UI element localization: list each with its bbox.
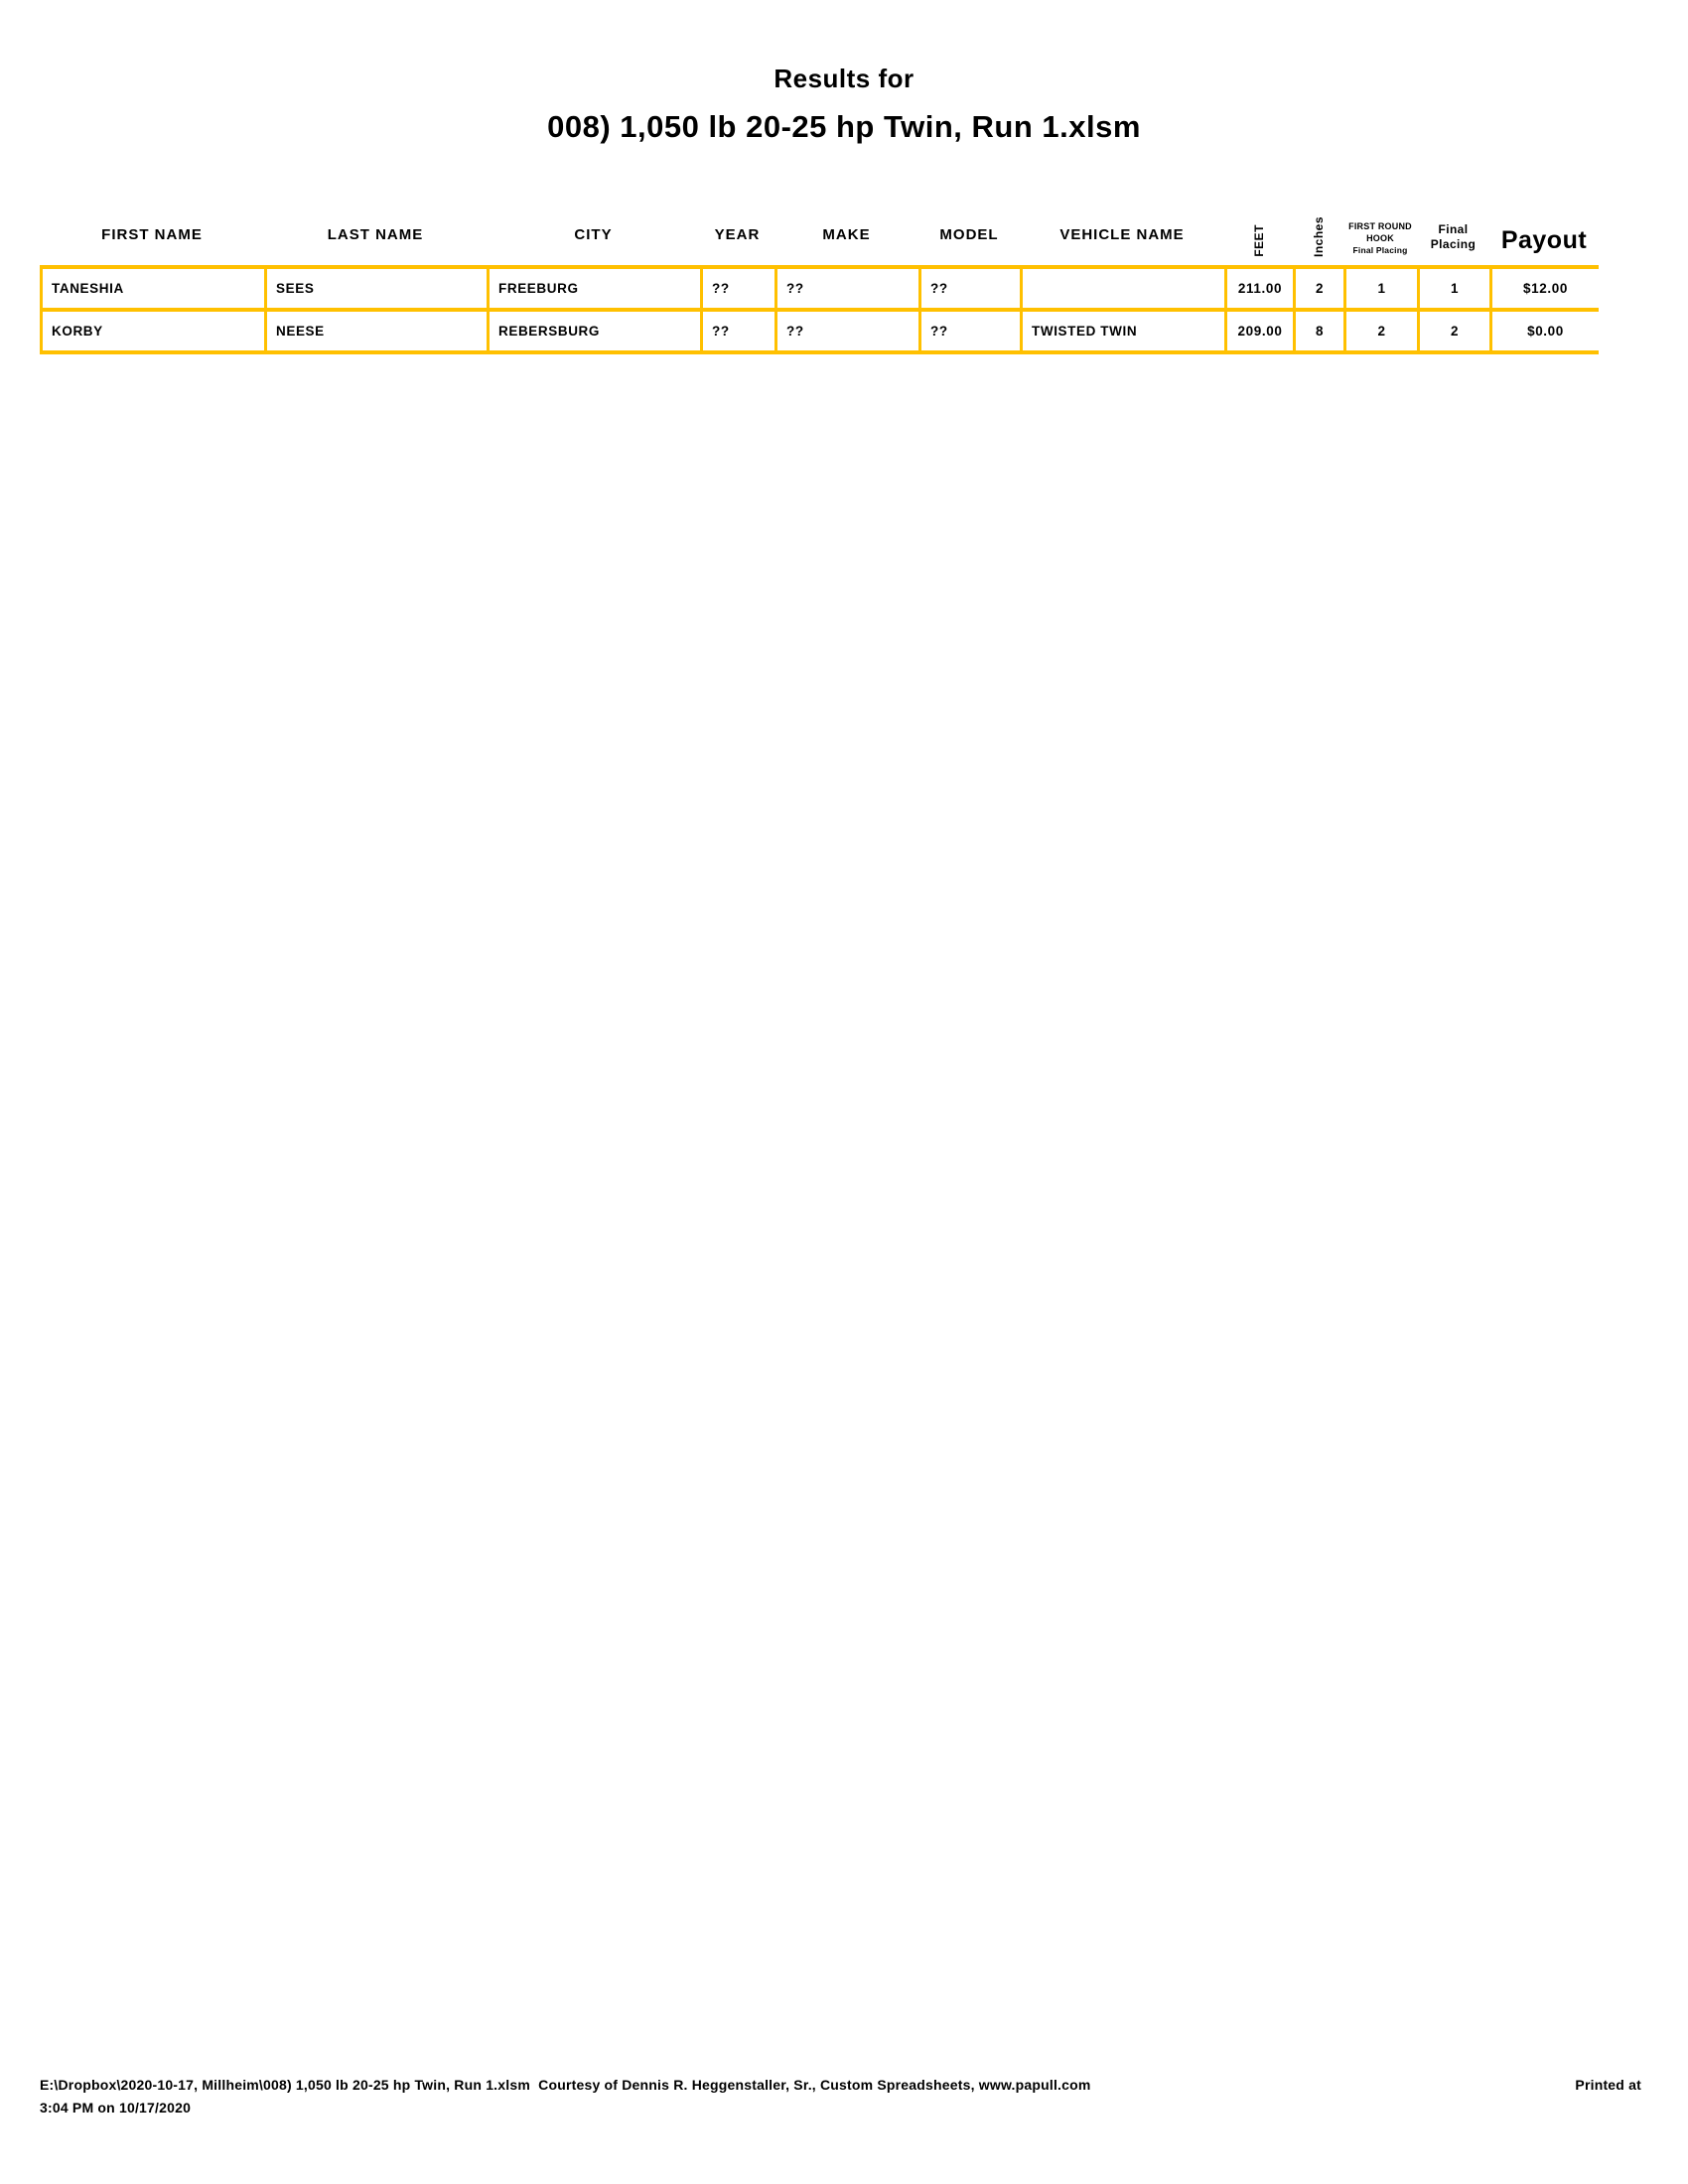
table-row xyxy=(40,312,1599,354)
header-payout: Payout xyxy=(1500,226,1588,254)
results-table xyxy=(40,194,1599,354)
header-feet xyxy=(1224,224,1293,265)
header-year: YEAR xyxy=(714,226,761,243)
header-final-line1: Final xyxy=(1438,221,1469,236)
cell-payout: $12.00 xyxy=(1489,269,1599,308)
footer-file-path: E:\Dropbox\2020-10-17, Millheim\008) 1,050 lb 20-25 hp Twin, Run 1.xlsm Courtesy of Dennis R. Heggenstaller, Sr., Custom Spreadsheets, www.papull.com xyxy=(40,2077,1091,2093)
cell-hook-placing: 2 xyxy=(1343,312,1417,350)
cell-last-name: NEESE xyxy=(264,312,487,350)
header-final-placing xyxy=(1417,222,1489,265)
table-row xyxy=(40,269,1599,312)
cell-first-name: KORBY xyxy=(40,312,264,350)
header-inches-label: Inches xyxy=(1311,215,1326,257)
cell-first-name: TANESHIA xyxy=(40,269,264,308)
header-city: CITY xyxy=(574,226,613,243)
cell-final-placing: 1 xyxy=(1417,269,1489,308)
table-body xyxy=(40,265,1599,354)
header-make: MAKE xyxy=(822,226,871,243)
header-first-round-hook xyxy=(1343,220,1417,265)
cell-city: FREEBURG xyxy=(487,269,700,308)
table-header-row xyxy=(40,194,1599,265)
page-title-line1: Results for xyxy=(774,64,914,93)
cell-last-name: SEES xyxy=(264,269,487,308)
header-hook-line1: FIRST ROUND xyxy=(1348,221,1412,232)
header-feet-label: FEET xyxy=(1251,224,1266,257)
cell-feet: 209.00 xyxy=(1224,312,1293,350)
cell-inches: 2 xyxy=(1293,269,1343,308)
header-inches xyxy=(1293,216,1343,265)
footer-print-timestamp: 3:04 PM on 10/17/2020 xyxy=(40,2100,192,2116)
header-last-name: LAST NAME xyxy=(327,226,424,243)
cell-hook-placing: 1 xyxy=(1343,269,1417,308)
cell-make: ?? xyxy=(774,312,918,350)
page-title-line2: 008) 1,050 lb 20-25 hp Twin, Run 1.xlsm xyxy=(547,109,1141,144)
cell-model: ?? xyxy=(918,269,1020,308)
header-vehicle-name: VEHICLE NAME xyxy=(1059,226,1185,243)
header-model: MODEL xyxy=(939,226,999,243)
cell-make: ?? xyxy=(774,269,918,308)
page-footer xyxy=(40,2077,1641,2116)
cell-feet: 211.00 xyxy=(1224,269,1293,308)
cell-final-placing: 2 xyxy=(1417,312,1489,350)
header-first-name: FIRST NAME xyxy=(101,226,203,243)
header-hook-line2: HOOK xyxy=(1366,233,1394,244)
cell-inches: 8 xyxy=(1293,312,1343,350)
cell-model: ?? xyxy=(918,312,1020,350)
footer-line1 xyxy=(40,2077,1641,2093)
cell-payout: $0.00 xyxy=(1489,312,1599,350)
cell-vehicle-name xyxy=(1020,269,1224,308)
header-hook-line3: Final Placing xyxy=(1352,244,1408,255)
header-final-line2: Placing xyxy=(1430,237,1477,252)
cell-vehicle-name: TWISTED TWIN xyxy=(1020,312,1224,350)
footer-printed-at-label: Printed at xyxy=(1575,2077,1641,2093)
cell-year: ?? xyxy=(700,269,774,308)
cell-year: ?? xyxy=(700,312,774,350)
cell-city: REBERSBURG xyxy=(487,312,700,350)
